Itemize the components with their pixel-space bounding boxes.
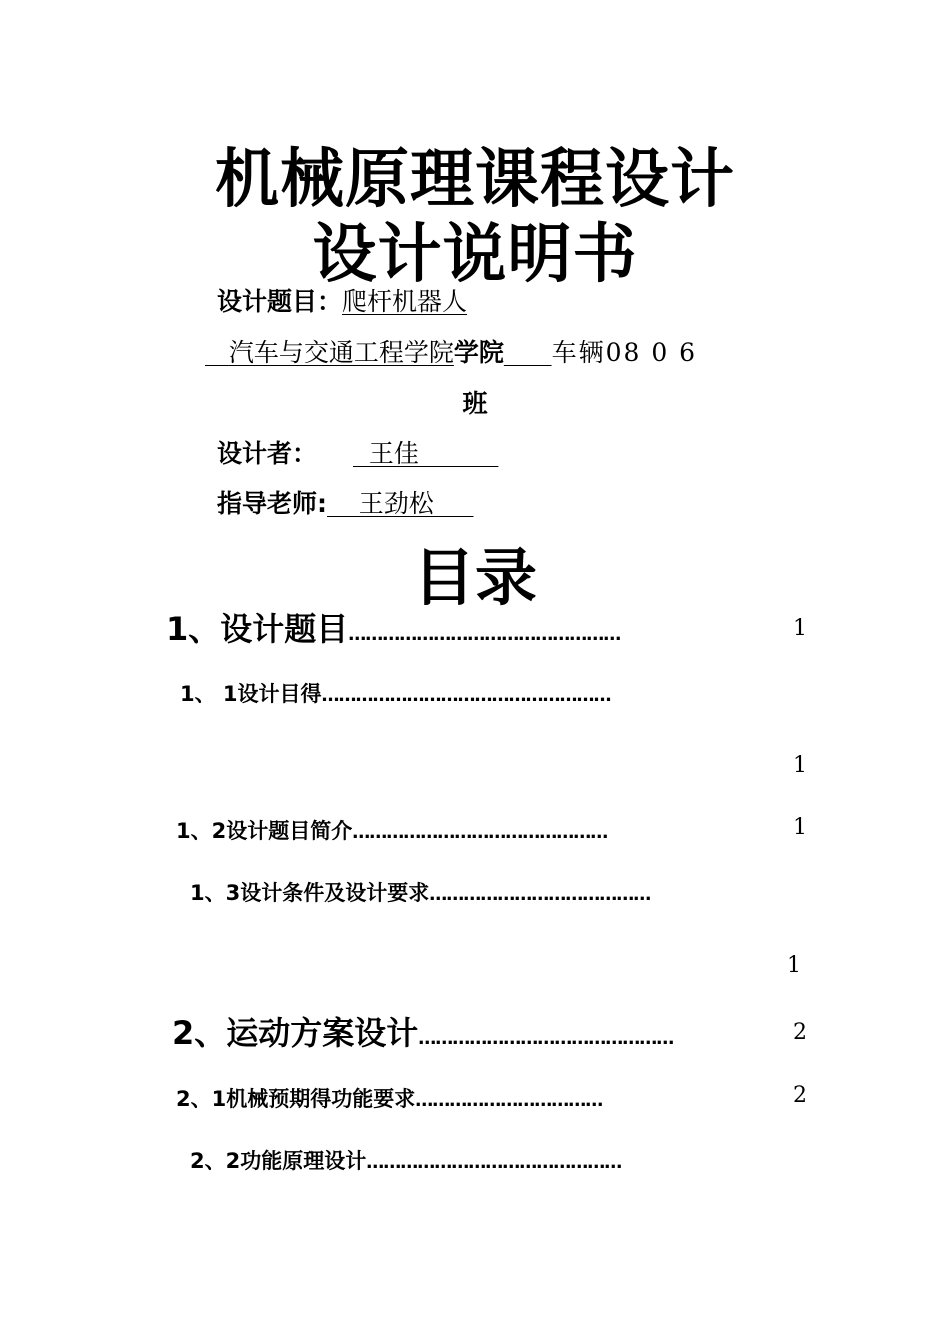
toc-page-number: 2 (793, 1083, 807, 1108)
college-row (205, 333, 697, 369)
design-topic-label: 设计题目： (217, 287, 343, 316)
toc-entry-1-3[interactable] (190, 877, 650, 907)
toc-entry-2-1[interactable] (176, 1083, 602, 1113)
toc-entry-text: 1、2设计题目简介 (176, 819, 353, 843)
toc-entry-1[interactable] (166, 604, 620, 650)
advisor-row (217, 484, 474, 520)
toc-entry-2-2[interactable] (190, 1145, 621, 1175)
designer-label: 设计者： (217, 439, 318, 468)
toc-entry-2[interactable] (172, 1008, 673, 1054)
toc-entry-text: 1、设计题目 (166, 610, 349, 648)
toc-entry-text: 2、1机械预期得功能要求 (176, 1087, 416, 1111)
toc-entry-text: 2、运动方案设计 (172, 1014, 419, 1052)
advisor-value: 王劲松 (327, 489, 474, 518)
college-label: 学院 (453, 338, 504, 367)
design-topic-value: 爬杆机器人 (342, 287, 468, 316)
advisor-label: 指导老师: (217, 489, 327, 518)
toc-entry-1-1[interactable] (180, 678, 611, 708)
toc-page-number: 2 (793, 1020, 807, 1045)
designer-value: 王佳 (353, 439, 499, 468)
college-pad (205, 338, 229, 367)
toc-entry-text: 1、3设计条件及设计要求 (190, 881, 430, 905)
toc-page-number: 1 (787, 953, 801, 978)
toc-title: 目录 (412, 541, 537, 614)
class-suffix: 班 (462, 389, 488, 418)
class-value: 车辆08 0 6 (551, 338, 698, 367)
toc-dots: ………………………………………… (348, 624, 621, 645)
toc-entry-1-2[interactable] (176, 815, 607, 845)
toc-page-number: 1 (793, 753, 807, 778)
toc-dots: ……………………………………… (366, 1152, 622, 1173)
class-pad (504, 338, 552, 367)
document-subtitle: 设计说明书 (312, 218, 638, 292)
toc-page-number: 1 (793, 616, 807, 641)
toc-dots: …………………………………………… (321, 685, 611, 706)
designer-row (217, 434, 498, 470)
college-value: 汽车与交通工程学院 (228, 338, 454, 367)
design-topic-row (217, 282, 467, 318)
toc-entry-text: 1、 1设计目得 (180, 682, 322, 706)
toc-entry-text: 2、2功能原理设计 (190, 1149, 367, 1173)
toc-dots: ………………………………… (429, 884, 651, 905)
toc-dots: ……………………………………… (418, 1028, 674, 1049)
document-title: 机械原理课程设计 (215, 143, 735, 217)
toc-page-number: 1 (793, 815, 807, 840)
toc-dots: ……………………………………… (352, 822, 608, 843)
toc-dots: …………………………… (415, 1090, 603, 1111)
